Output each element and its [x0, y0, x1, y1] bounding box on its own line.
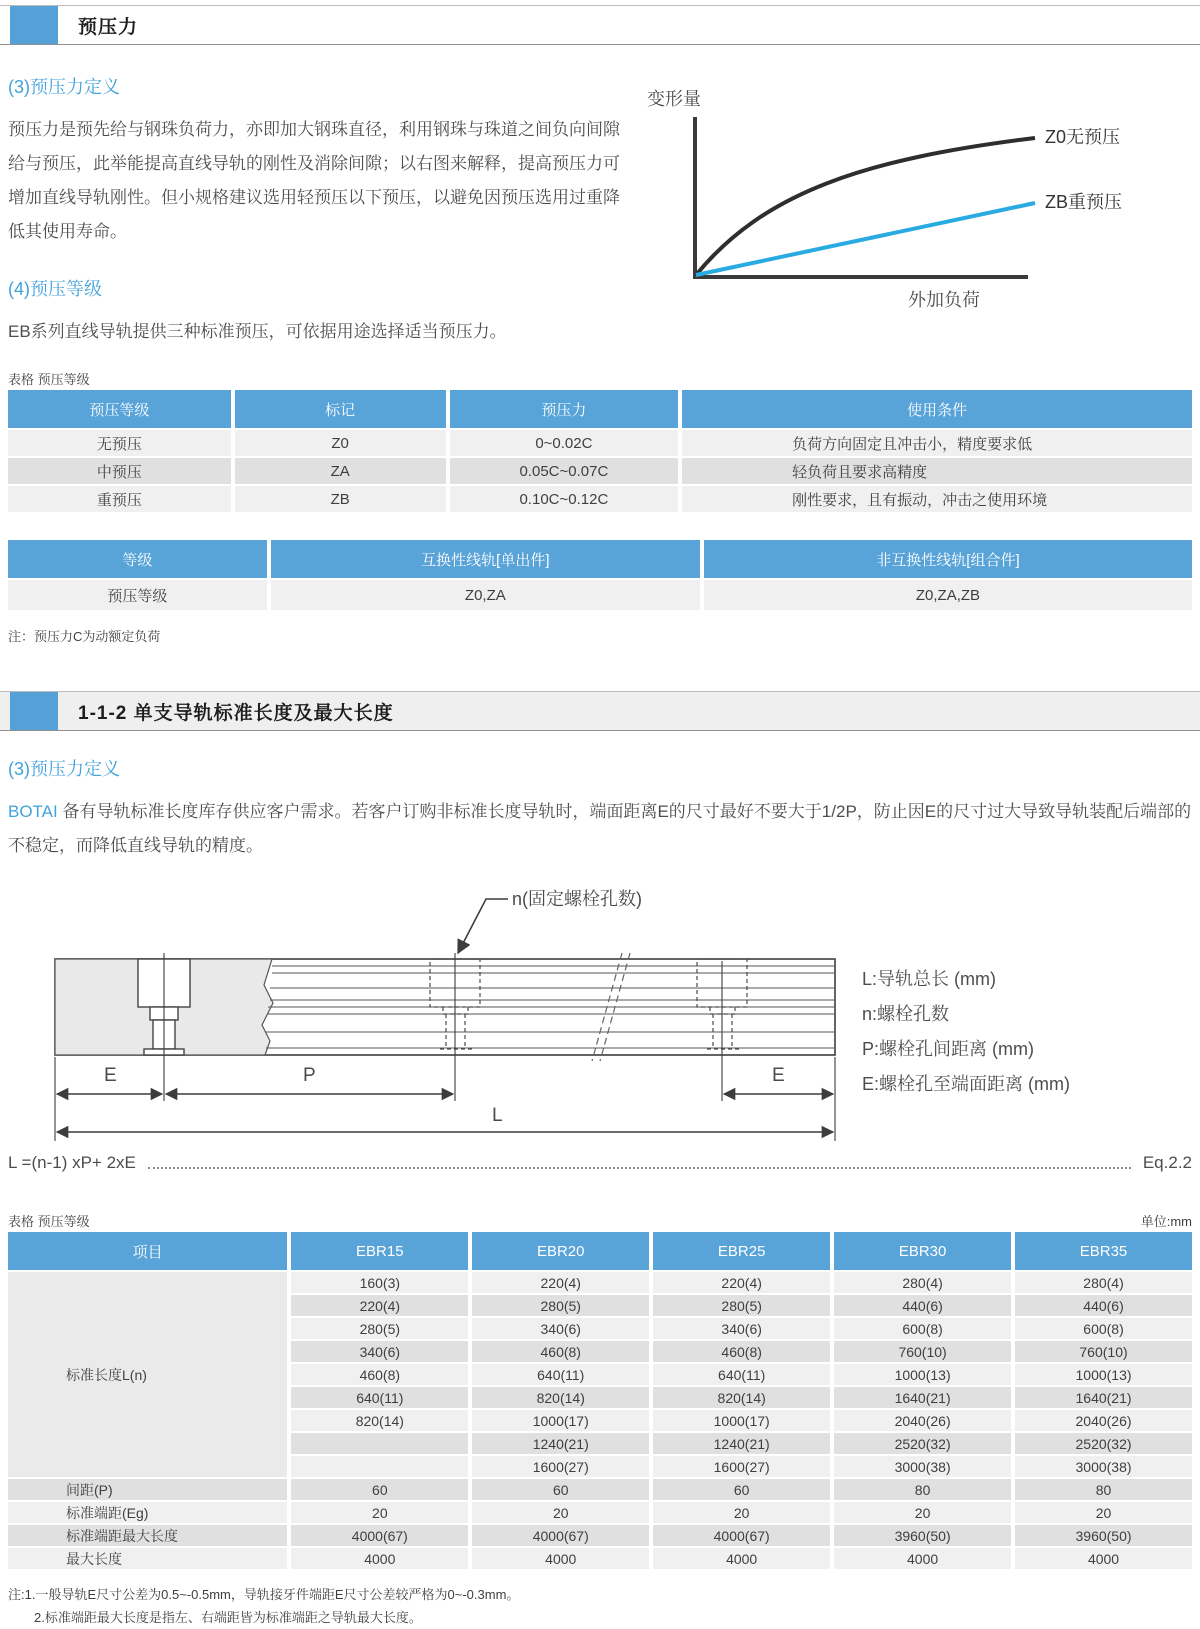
chart-y-axis-label: 变形量 — [647, 89, 701, 109]
cell: 440(6) — [834, 1295, 1011, 1316]
heading-preload-definition: (3)预压力定义 — [8, 77, 120, 97]
table-note: 注：预压力C为动额定负荷 — [8, 629, 161, 644]
chart-series-zb-label: ZB重预压 — [1045, 192, 1123, 212]
cell: 预压等级 — [8, 580, 267, 610]
footnotes — [0, 1583, 1200, 1629]
rail-dimension-diagram — [0, 869, 1200, 1147]
paragraph-preload-grade: EB系列直线导轨提供三种标准预压，可依据用途选择适当预压力。 — [8, 322, 507, 341]
cell: 3960(50) — [1015, 1525, 1192, 1546]
heading-preload-grade: (4)预压等级 — [8, 279, 102, 299]
length-formula-row — [0, 1153, 1200, 1173]
table-standard-lengths — [4, 1230, 1196, 1571]
cell: 340(6) — [291, 1341, 468, 1362]
cell: 460(8) — [291, 1364, 468, 1385]
column-header: EBR35 — [1015, 1232, 1192, 1270]
heading-length-definition: (3)预压力定义 — [8, 759, 120, 779]
cell: 负荷方向固定且冲击小，精度要求低 — [682, 430, 1192, 456]
cell: 160(3) — [291, 1272, 468, 1293]
chart-series-zb-line — [696, 203, 1035, 275]
table-row — [8, 430, 1192, 456]
section-title: 预压力 — [78, 16, 139, 38]
cell: 1640(21) — [1015, 1387, 1192, 1408]
dimension-lines — [57, 1094, 833, 1132]
cell: 640(11) — [291, 1387, 468, 1408]
cell: 1600(27) — [653, 1456, 830, 1477]
cell: 1240(21) — [653, 1433, 830, 1454]
section-bar-preload — [0, 5, 1200, 45]
column-header: 预压等级 — [8, 390, 231, 428]
table-length-unit: 单位:mm — [1140, 1214, 1192, 1229]
deformation-load-chart — [623, 75, 1183, 313]
cell: 600(8) — [834, 1318, 1011, 1339]
cell: 460(8) — [653, 1341, 830, 1362]
section-title: 1-1-2 单支导轨标准长度及最大长度 — [78, 702, 394, 724]
chart-series-z0-label: Z0无预压 — [1045, 127, 1121, 147]
cell: 4000 — [653, 1548, 830, 1569]
cell: 280(5) — [653, 1295, 830, 1316]
dotted-leader — [148, 1158, 1131, 1169]
callout-bolt-hole-count: n(固定螺栓孔数) — [512, 889, 642, 909]
cell: 2040(26) — [1015, 1410, 1192, 1431]
table-row — [8, 580, 1192, 610]
paragraph-length-text: 备有导轨标准长度库存供应客户需求。若客户订购非标准长度导轨时，端面距离E的尺寸最好不要大于1/2P，防止因E的尺寸过大导致导轨装配后端部的不稳定，而降低直线导轨的精度。 — [8, 802, 1192, 855]
table-row — [8, 1525, 1192, 1546]
cell: 3000(38) — [1015, 1456, 1192, 1477]
cell: 4000 — [291, 1548, 468, 1569]
row-label: 最大长度 — [8, 1548, 287, 1569]
blue-square-marker — [10, 6, 58, 44]
cell: 轻负荷且要求高精度 — [682, 458, 1192, 484]
column-header: 预压力 — [450, 390, 679, 428]
cell: 1000(13) — [834, 1364, 1011, 1385]
cell: 0.10C~0.12C — [450, 486, 679, 512]
cell: 4000(67) — [291, 1525, 468, 1546]
table-row — [8, 486, 1192, 512]
cell: 4000 — [472, 1548, 649, 1569]
cell: 0~0.02C — [450, 430, 679, 456]
dim-label-e-right: E — [772, 1065, 785, 1086]
chart-x-axis-label: 外加负荷 — [908, 290, 980, 310]
cell: 280(5) — [472, 1295, 649, 1316]
cell: 1000(13) — [1015, 1364, 1192, 1385]
cell: 4000(67) — [653, 1525, 830, 1546]
cell — [291, 1456, 468, 1477]
cell: 2040(26) — [834, 1410, 1011, 1431]
row-label: 标准端距最大长度 — [8, 1525, 287, 1546]
cell: 0.05C~0.07C — [450, 458, 679, 484]
column-header: 非互换性线轨[组合件] — [704, 540, 1192, 578]
brand-name: BOTAI — [8, 802, 58, 821]
cell: 340(6) — [653, 1318, 830, 1339]
cell: 640(11) — [653, 1364, 830, 1385]
cell: 460(8) — [472, 1341, 649, 1362]
cell: 280(5) — [291, 1318, 468, 1339]
chart-axes — [695, 117, 1028, 277]
diagram-legend — [862, 969, 1070, 1094]
row-label: 间距(P) — [8, 1479, 287, 1500]
cell: Z0 — [235, 430, 446, 456]
column-header: EBR15 — [291, 1232, 468, 1270]
table-row — [8, 1272, 1192, 1293]
legend-line: L:导轨总长 (mm) — [862, 969, 996, 989]
dim-label-l: L — [492, 1105, 503, 1126]
cell: 20 — [472, 1502, 649, 1523]
cell: 220(4) — [291, 1295, 468, 1316]
cell: ZB — [235, 486, 446, 512]
cell — [291, 1433, 468, 1454]
cell: Z0,ZA,ZB — [704, 580, 1192, 610]
cell: 4000 — [1015, 1548, 1192, 1569]
cell: 760(10) — [1015, 1341, 1192, 1362]
dim-label-e-left: E — [104, 1065, 117, 1086]
cell: 820(14) — [653, 1387, 830, 1408]
table-preload-grades — [4, 388, 1196, 514]
cell: 80 — [834, 1479, 1011, 1500]
cell: 1000(17) — [472, 1410, 649, 1431]
cell: 4000(67) — [472, 1525, 649, 1546]
deformation-chart — [623, 73, 1192, 349]
column-header: 互换性线轨[单出件] — [271, 540, 700, 578]
column-header: 标记 — [235, 390, 446, 428]
column-header: EBR20 — [472, 1232, 649, 1270]
cell: 760(10) — [834, 1341, 1011, 1362]
preload-content — [0, 73, 1200, 349]
column-header: EBR30 — [834, 1232, 1011, 1270]
cell: 3000(38) — [834, 1456, 1011, 1477]
cell: 4000 — [834, 1548, 1011, 1569]
cell: 440(6) — [1015, 1295, 1192, 1316]
cell: 2520(32) — [834, 1433, 1011, 1454]
cell: Z0,ZA — [271, 580, 700, 610]
legend-line: E:螺栓孔至端面距离 (mm) — [862, 1074, 1070, 1094]
equation-number: Eq.2.2 — [1142, 1153, 1192, 1172]
cell: 20 — [291, 1502, 468, 1523]
cell: 60 — [472, 1479, 649, 1500]
column-header: 项目 — [8, 1232, 287, 1270]
cell: 280(4) — [834, 1272, 1011, 1293]
cell: ZA — [235, 458, 446, 484]
cell: 220(4) — [472, 1272, 649, 1293]
row-label: 标准端距(Eg) — [8, 1502, 287, 1523]
table-length-caption: 表格 预压等级 — [8, 1214, 90, 1229]
table-preload-caption: 表格 预压等级 — [8, 372, 90, 387]
cell: 刚性要求，且有振动，冲击之使用环境 — [682, 486, 1192, 512]
cell: 600(8) — [1015, 1318, 1192, 1339]
cell: 重预压 — [8, 486, 231, 512]
cell: 无预压 — [8, 430, 231, 456]
cell: 60 — [291, 1479, 468, 1500]
cell: 中预压 — [8, 458, 231, 484]
column-header: EBR25 — [653, 1232, 830, 1270]
cell: 2520(32) — [1015, 1433, 1192, 1454]
footnote-line: 2.标准端距最大长度是指左、右端距皆为标准端距之导轨最大长度。 — [34, 1610, 422, 1625]
cell: 20 — [1015, 1502, 1192, 1523]
cell: 20 — [834, 1502, 1011, 1523]
cell: 640(11) — [472, 1364, 649, 1385]
cell: 820(14) — [291, 1410, 468, 1431]
section-bar-rail-length — [0, 691, 1200, 731]
legend-line: P:螺栓孔间距离 (mm) — [862, 1039, 1034, 1059]
cell: 80 — [1015, 1479, 1192, 1500]
table-row — [8, 458, 1192, 484]
cell: 3960(50) — [834, 1525, 1011, 1546]
paragraph-preload-definition: 预压力是预先给与钢珠负荷力，亦即加大钢珠直径，利用钢珠与珠道之间负向间隙给与预压，此举能提高直线导轨的刚性及消除间隙；以右图来解释，提高预压力可增加直线导轨刚性。但小规格建议选用轻预压以下预压，以避免因预压选用过重降低其使用寿命。 — [8, 120, 620, 241]
legend-line: n:螺栓孔数 — [862, 1004, 950, 1024]
table-row — [8, 1502, 1192, 1523]
length-formula: L =(n-1) xP+ 2xE — [8, 1153, 136, 1172]
callout-leader-arrow — [458, 899, 508, 953]
cell: 1000(17) — [653, 1410, 830, 1431]
table-row — [8, 1479, 1192, 1500]
column-header: 使用条件 — [682, 390, 1192, 428]
cell: 220(4) — [653, 1272, 830, 1293]
cell: 280(4) — [1015, 1272, 1192, 1293]
cell: 820(14) — [472, 1387, 649, 1408]
cell: 1240(21) — [472, 1433, 649, 1454]
column-header: 等级 — [8, 540, 267, 578]
blue-square-marker — [10, 692, 58, 730]
paragraph-length — [8, 795, 1192, 863]
dim-label-p: P — [303, 1065, 316, 1086]
table-interchangeability — [4, 538, 1196, 612]
cell: 60 — [653, 1479, 830, 1500]
row-group-label: 标准长度L(n) — [8, 1272, 287, 1477]
cell: 1600(27) — [472, 1456, 649, 1477]
cell: 340(6) — [472, 1318, 649, 1339]
cell: 1640(21) — [834, 1387, 1011, 1408]
chart-series-z0-curve — [696, 138, 1035, 275]
footnote-line: 注:1.一般导轨E尺寸公差为0.5~-0.5mm，导轨接牙件端距E尺寸公差较严格为0~-0.3mm。 — [8, 1587, 520, 1602]
cell: 20 — [653, 1502, 830, 1523]
